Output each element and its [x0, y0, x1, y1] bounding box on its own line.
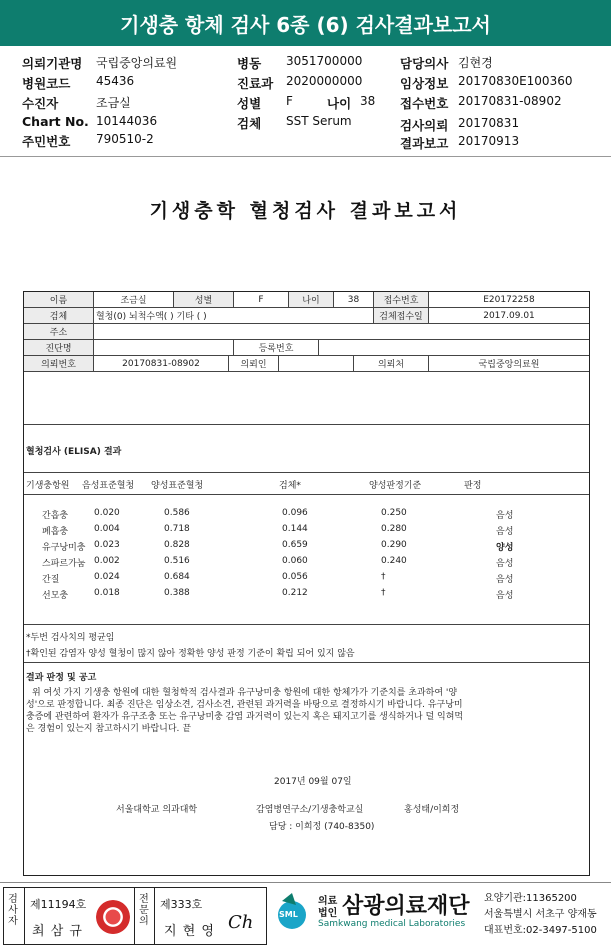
col-sample: 검체* — [279, 481, 301, 491]
cell-result: 음성 — [496, 559, 514, 569]
signature: Ch — [228, 912, 254, 933]
request-date-label: 검사의뢰 — [400, 118, 449, 133]
cell-sample: 0.056 — [282, 572, 308, 582]
col-antigen: 기생충항원 — [26, 481, 70, 491]
contact: 담당 : 이희정 (740-8350) — [269, 822, 375, 832]
cell-antigen: 스파르가눔 — [42, 559, 86, 569]
cell-result: 음성 — [496, 527, 514, 537]
cell-sample: 0.659 — [282, 540, 308, 550]
conclusion-line-2: 성'으로 판정합니다. 최종 진단은 임상소견, 검사소견, 관련된 과거력을 바탕으로 결정하시기 바랍니다. 유구낭미 — [26, 700, 463, 710]
table-row — [24, 554, 589, 570]
hospital-code-label: 병원코드 — [22, 76, 71, 91]
receipt-no-label: 접수번호 — [400, 96, 449, 111]
req-no-cell: 20170831-08902 — [94, 356, 229, 372]
doctor-label: 담당의사 — [400, 56, 449, 71]
chart-no-label: Chart No. — [22, 114, 89, 129]
specialist-label: 전 문 의 — [139, 894, 149, 927]
specimen-label-cell: 검체 — [24, 308, 94, 324]
logo-text: SML — [279, 910, 298, 919]
header-divider — [0, 156, 611, 157]
specialist-name: 지 현 영 — [164, 924, 215, 939]
cell-result: 음성 — [496, 591, 514, 601]
cell-neg: 0.024 — [94, 572, 120, 582]
specimen-label: 검체 — [237, 116, 262, 131]
conclusion-line-3: 충증에 관련하여 환자가 유구조충 또는 유구낭미충 감염 과거력이 있는지 혹은 돼지고기를 생식하거나 덜 익혀먹 — [26, 712, 464, 722]
conclusion-line-4: 은 경험이 있는지 참고하시기 바랍니다. 끝 — [26, 724, 191, 734]
cell-neg: 0.020 — [94, 508, 120, 518]
report-date-value: 20170913 — [458, 134, 520, 148]
col-neg: 음성표준혈청 — [82, 481, 135, 491]
age-cell: 38 — [334, 292, 374, 308]
cell-cutoff: † — [381, 588, 386, 598]
specimen-value: SST Serum — [286, 114, 352, 128]
sml-logo-icon — [272, 891, 312, 931]
brand-name: 삼광의료재단 — [342, 894, 470, 919]
divider-2 — [24, 472, 589, 473]
scanned-report — [0, 160, 611, 880]
report-date: 2017년 09월 07일 — [274, 777, 352, 787]
cell-sample: 0.060 — [282, 556, 308, 566]
note-1: *두번 검사치의 평균임 — [26, 633, 115, 643]
inspector-no: 제11194호 — [30, 898, 87, 911]
sex-value: F — [286, 94, 293, 108]
cell-cutoff: 0.250 — [381, 508, 407, 518]
spec-date-cell: 2017.09.01 — [429, 308, 589, 324]
cell-antigen: 유구낭미충 — [42, 543, 86, 553]
cell-neg: 0.018 — [94, 588, 120, 598]
col-pos: 양성표준혈청 — [151, 481, 204, 491]
doctor-label-cell: 의뢰인 — [229, 356, 279, 372]
receipt-no-value: 20170831-08902 — [458, 94, 562, 108]
cell-antigen: 폐흡충 — [42, 527, 69, 537]
phone: 대표번호:02-3497-5100 — [484, 925, 597, 936]
note-2: †확인된 감염자 양성 혈청이 많지 않아 정확한 양성 판정 기준이 확립 되어 있지 않음 — [26, 649, 355, 659]
ward-label: 병동 — [237, 56, 262, 71]
cell-pos: 0.828 — [164, 540, 190, 550]
age-label-cell: 나이 — [289, 292, 334, 308]
req-place-label-cell: 의뢰처 — [354, 356, 429, 372]
section-title: 혈청검사 (ELISA) 결과 — [26, 447, 122, 457]
col-result: 판정 — [464, 481, 482, 491]
org-code: 요양기관:11365200 — [484, 893, 577, 904]
department-label: 진료과 — [237, 76, 274, 91]
cell-pos: 0.516 — [164, 556, 190, 566]
hospital-value: 국립중앙의료원 — [96, 56, 178, 70]
req-place-cell: 국립중앙의료원 — [429, 356, 589, 372]
spec-date-label-cell: 검체접수일 — [374, 308, 429, 324]
result-header — [24, 476, 589, 492]
recv-label-cell: 접수번호 — [374, 292, 429, 308]
clinical-info-label: 임상정보 — [400, 76, 449, 91]
reg-cell — [319, 340, 589, 356]
recv-cell: E20172258 — [429, 292, 589, 308]
sex-label-cell: 성별 — [174, 292, 234, 308]
hospital-code-value: 45436 — [96, 74, 135, 88]
department-value: 2020000000 — [286, 74, 363, 88]
cell-sample: 0.144 — [282, 524, 308, 534]
table-row — [24, 570, 589, 586]
cell-neg: 0.023 — [94, 540, 120, 550]
brand-en: Samkwang medical Laboratories — [318, 919, 466, 929]
inspector-name: 최 삼 규 — [32, 924, 83, 939]
patient-value: 조금실 — [96, 96, 131, 110]
patient-header — [0, 50, 611, 152]
doctor-cell — [279, 356, 354, 372]
cell-result: 음성 — [496, 511, 514, 521]
req-no-label-cell: 의뢰번호 — [24, 356, 94, 372]
divider-4 — [24, 624, 589, 625]
diag-label-cell: 진단명 — [24, 340, 94, 356]
staff-names: 홍성태/이희정 — [404, 805, 460, 815]
doctor-value: 김현경 — [458, 56, 493, 70]
cell-result: 음성 — [496, 575, 514, 585]
specialist-no: 제333호 — [160, 898, 203, 911]
corp-top: 의료 — [318, 896, 338, 907]
lab-name: 감염병연구소/기생충학교실 — [256, 805, 364, 815]
request-date-value: 20170831 — [458, 116, 520, 130]
inspector-label: 검 사 자 — [8, 894, 18, 927]
col-cutoff: 양성판정기준 — [369, 481, 422, 491]
specimen-cell: 혈청(0) 뇌척수액( ) 기타 ( ) — [94, 308, 374, 324]
divider-3 — [24, 494, 589, 495]
chart-no-value: 10144036 — [96, 114, 158, 128]
report-title: 기생충 항체 검사 6종 (6) 검사결과보고서 — [120, 12, 491, 37]
name-cell: 조금실 — [94, 292, 174, 308]
corp-bottom: 법인 — [318, 908, 338, 919]
reg-label-cell: 등록번호 — [234, 340, 319, 356]
report-date-label: 결과보고 — [400, 136, 449, 151]
ward-value: 3051700000 — [286, 54, 363, 68]
cell-antigen: 선모충 — [42, 591, 69, 601]
table-row — [24, 522, 589, 538]
report-frame — [23, 291, 590, 876]
name-label-cell: 이름 — [24, 292, 94, 308]
address-cell — [94, 324, 589, 340]
cell-cutoff: † — [381, 572, 386, 582]
cell-antigen: 간질 — [42, 575, 60, 585]
divider-5 — [24, 662, 589, 663]
divider-1 — [24, 424, 589, 425]
patient-label: 수진자 — [22, 96, 59, 111]
diag-cell — [94, 340, 234, 356]
cell-result: 양성 — [496, 543, 514, 553]
cell-neg: 0.004 — [94, 524, 120, 534]
address-label-cell: 주소 — [24, 324, 94, 340]
cell-pos: 0.388 — [164, 588, 190, 598]
signature-box — [3, 887, 267, 945]
age-value: 38 — [360, 94, 376, 108]
conclusion-line-1: 위 여섯 가지 기생충 항원에 대한 혈청학적 검사결과 유구낭미충 항원에 대한 항체가가 기준치를 초과하여 '양 — [32, 688, 458, 698]
table-row — [24, 538, 589, 554]
hospital-label: 의뢰기관명 — [22, 56, 83, 71]
clinical-info-value: 20170830E100360 — [458, 74, 573, 88]
inspector-seal — [96, 900, 130, 934]
table-row — [24, 586, 589, 602]
resident-no-label: 주민번호 — [22, 134, 71, 149]
footer — [0, 882, 611, 952]
sex-cell: F — [234, 292, 289, 308]
cell-pos: 0.718 — [164, 524, 190, 534]
scan-title: 기생충학 혈청검사 결과보고서 — [149, 200, 462, 222]
cell-sample: 0.212 — [282, 588, 308, 598]
address: 서울특별시 서초구 양재동 — [484, 909, 597, 920]
cell-neg: 0.002 — [94, 556, 120, 566]
table-row — [24, 506, 589, 522]
resident-no-value: 790510-2 — [96, 132, 154, 146]
cell-antigen: 간흡충 — [42, 511, 69, 521]
cell-pos: 0.684 — [164, 572, 190, 582]
conclusion-title: 결과 판정 및 공고 — [26, 673, 97, 683]
institution: 서울대학교 의과대학 — [116, 805, 198, 815]
report-title-bar — [0, 0, 611, 46]
cell-cutoff: 0.240 — [381, 556, 407, 566]
cell-sample: 0.096 — [282, 508, 308, 518]
sex-label: 성별 — [237, 96, 262, 111]
cell-pos: 0.586 — [164, 508, 190, 518]
age-label: 나이 — [327, 96, 352, 111]
cell-cutoff: 0.280 — [381, 524, 407, 534]
cell-cutoff: 0.290 — [381, 540, 407, 550]
